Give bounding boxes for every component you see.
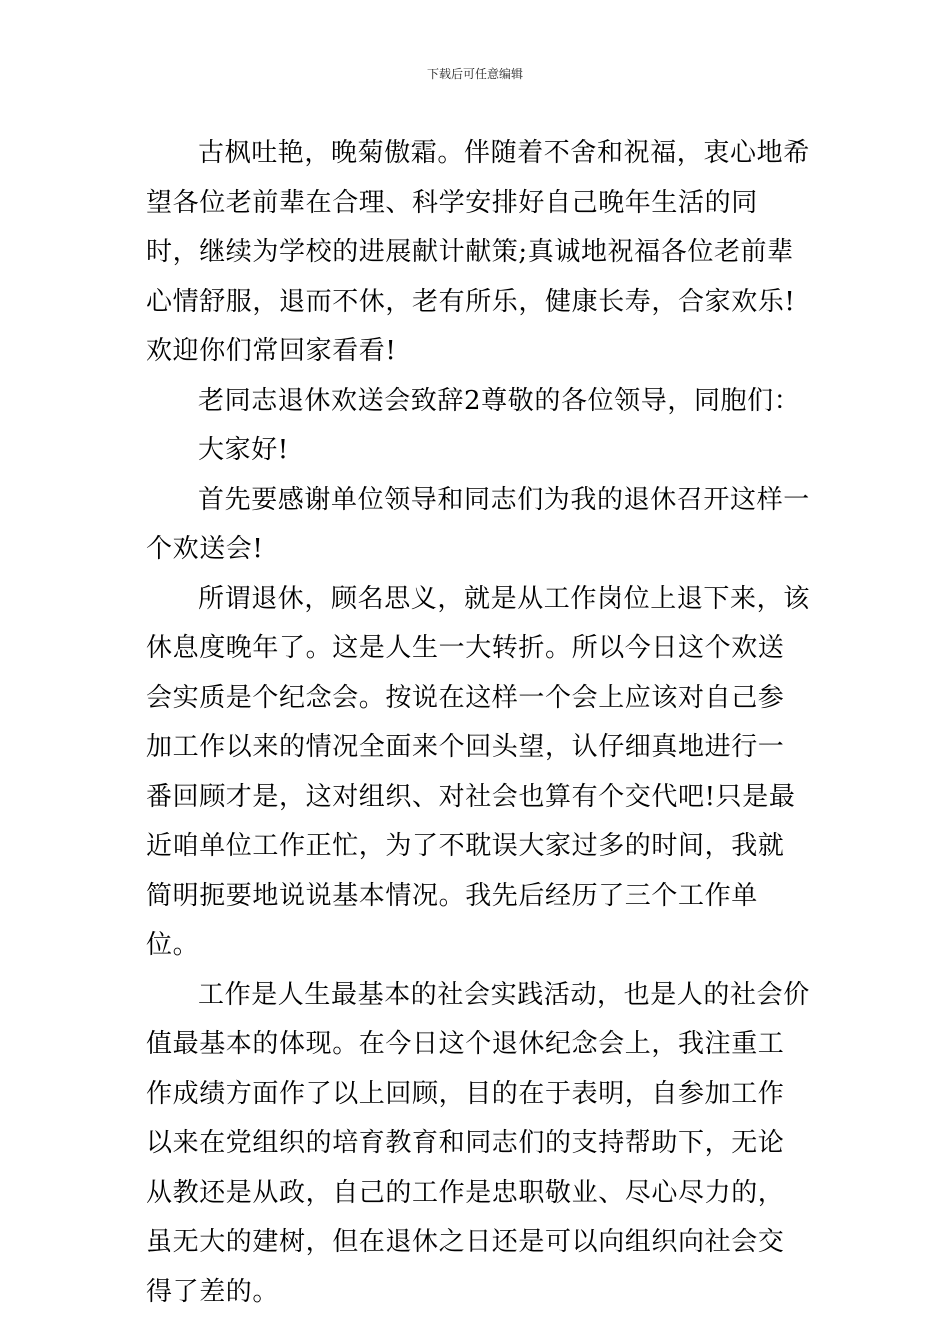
paragraph-greeting: 大家好! [198, 435, 289, 465]
page-header: 下载后可任意编辑 [426, 67, 523, 81]
paragraph-farewell-wishes: 古枫吐艳，晚菊傲霜。伴随着不舍和祝福，衷心地希望各位老前辈在合理、科学安排好自己晚年生活的同时，继续为学校的进展献计献策;真诚地祝福各位老前辈心情舒服，退而不休，老有所乐，健康长寿，合家欢乐!欢迎你们常回家看看! [146, 138, 810, 366]
paragraph-thanks: 首先要感谢单位领导和同志们为我的退休召开这样一个欢送会! [146, 484, 810, 564]
paragraph-work-review: 工作是人生最基本的社会实践活动，也是人的社会价值最基本的体现。在今日这个退休纪念会上，我注重工作成绩方面作了以上回顾，目的在于表明，自参加工作以来在党组织的培育教育和同志们的支持帮助下，无论从教还是从政，自己的工作是忠职敬业、尽心尽力的，虽无大的建树，但在退休之日还是可以向组织向社会交得了差的。 [146, 979, 810, 1307]
paragraph-speech-title: 老同志退休欢送会致辞2尊敬的各位领导，同胞们： [198, 385, 801, 416]
document-body [146, 129, 810, 1317]
paragraph-retirement-meaning: 所谓退休，顾名思义，就是从工作岗位上退下来，该休息度晚年了。这是人生一大转折。所以今日这个欢送会实质是个纪念会。按说在这样一个会上应该对自己参加工作以来的情况全面来个回头望，认仔细真地进行一番回顾才是，这对组织、对社会也算有个交代吧!只是最近咱单位工作正忙，为了不耽误大家过多的时间，我就简明扼要地说说基本情况。我先后经历了三个工作单位。 [146, 583, 810, 960]
